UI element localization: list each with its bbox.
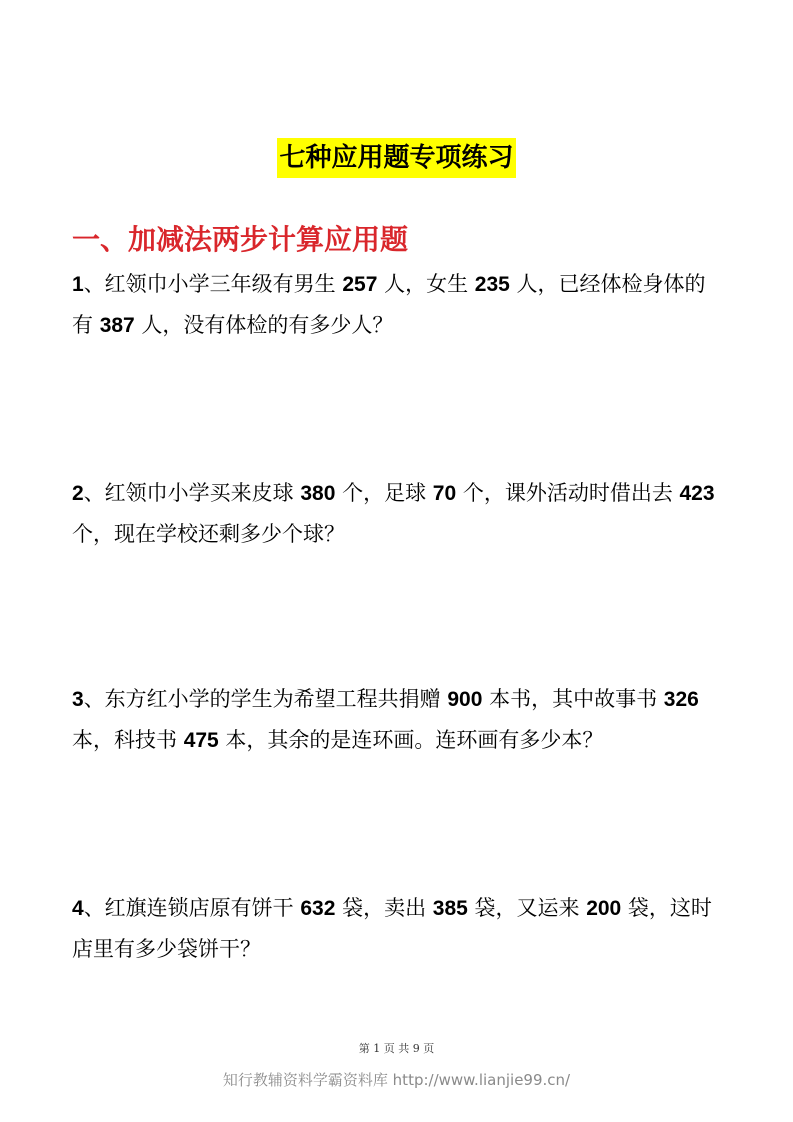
problem-text: 、红领巾小学三年级有男生: [83, 272, 343, 296]
problem-4: [72, 888, 724, 970]
problem-text: 个，课外活动时借出去: [456, 481, 680, 505]
problem-number: 385: [432, 897, 468, 920]
problem-2: [72, 473, 724, 555]
problem-number: 4: [72, 897, 84, 920]
problem-number: 632: [300, 897, 336, 920]
problem-number: 387: [99, 314, 135, 337]
problem-number: 326: [663, 688, 699, 711]
problem-text: 个，现在学校还剩多少个球？: [72, 522, 345, 546]
page-title: 七种应用题专项练习: [277, 138, 515, 178]
problem-text: 个，足球: [335, 481, 433, 505]
problem-number: 3: [72, 688, 84, 711]
problem-text: 、东方红小学的学生为希望工程共捐赠: [83, 687, 448, 711]
problem-number: 235: [474, 273, 510, 296]
problem-text: 、红领巾小学买来皮球: [83, 481, 301, 505]
problem-number: 475: [183, 729, 219, 752]
problem-text: 人，没有体检的有多少人？: [134, 313, 394, 337]
problem-text: 人，已经体检身体的有: [72, 272, 706, 337]
watermark-footer: 知行教辅资料学霸资料库 http://www.lianjie99.cn/: [222, 1071, 571, 1089]
problem-1: [72, 264, 724, 346]
title-container: [0, 138, 793, 178]
problem-text: 本，科技书: [72, 728, 184, 752]
problem-number: 380: [300, 482, 336, 505]
problem-text: 袋，又运来: [467, 896, 587, 920]
problem-number: 1: [72, 273, 84, 296]
problem-number: 423: [679, 482, 715, 505]
problem-number: 70: [432, 482, 457, 505]
problem-3: [72, 679, 724, 761]
problem-text: 本书，其中故事书: [482, 687, 664, 711]
problem-text: 人，女生: [377, 272, 475, 296]
problem-number: 2: [72, 482, 84, 505]
problem-text: 、红旗连锁店原有饼干: [83, 896, 301, 920]
problem-number: 200: [586, 897, 622, 920]
page-number: 第 1 页 共 9 页: [358, 1042, 435, 1055]
problem-text: 袋，这时店里有多少袋饼干？: [72, 896, 712, 961]
problem-number: 900: [447, 688, 483, 711]
problem-number: 257: [342, 273, 378, 296]
problem-text: 本，其余的是连环画。连环画有多少本？: [218, 728, 604, 752]
section-heading: 一、加减法两步计算应用题: [72, 223, 409, 256]
problem-text: 袋，卖出: [335, 896, 433, 920]
